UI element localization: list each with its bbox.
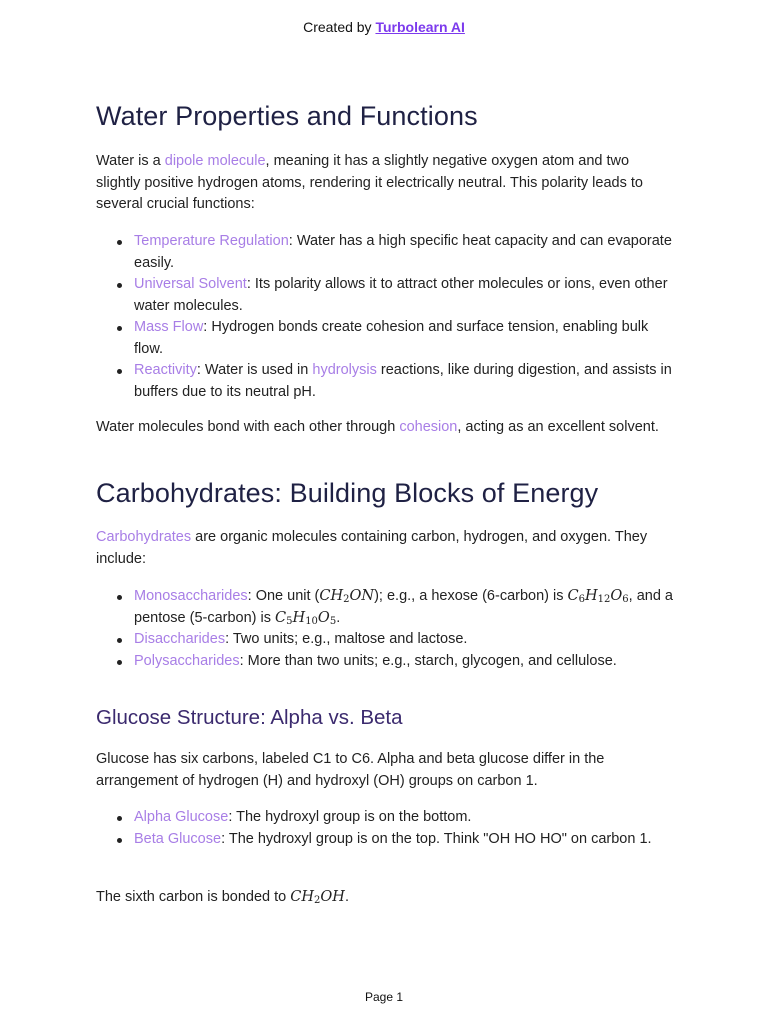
list-item: Reactivity: Water is used in hydrolysis reactions, like during digestion, and assists in buffers due to its neutral pH. xyxy=(96,360,676,403)
term-cohesion: cohesion xyxy=(399,419,458,435)
list-item: Mass Flow: Hydrogen bonds create cohesion and surface tension, enabling bulk flow. xyxy=(96,317,676,360)
formula-pentose: $C_5H_{10}O_5$ xyxy=(275,609,337,627)
list-item: Universal Solvent: Its polarity allows it to attract other molecules or ions, even other water molecules. xyxy=(96,274,676,317)
water-closing: Water molecules bond with each other through cohesion, acting as an excellent solvent. xyxy=(96,419,659,435)
formula-ch2oh: $CH_2OH$ xyxy=(290,889,345,906)
list-item: Polysaccharides: More than two units; e.g., starch, glycogen, and cellulose. xyxy=(96,651,676,673)
formula-hexose: $C_6H_{12}O_6$ xyxy=(567,588,629,605)
glucose-types-list xyxy=(96,807,676,850)
header-prefix: Created by xyxy=(303,19,376,35)
carbs-types-list xyxy=(96,586,676,672)
turbolearn-link[interactable]: Turbolearn AI xyxy=(375,19,465,35)
carbs-heading: Carbohydrates: Building Blocks of Energy xyxy=(96,478,599,508)
water-heading: Water Properties and Functions xyxy=(96,101,478,131)
water-functions-list xyxy=(96,231,676,403)
glucose-intro: Glucose has six carbons, labeled C1 to C6. Alpha and beta glucose differ in the arrangement of hydrogen (H) and hydroxyl (OH) groups on carbon 1. xyxy=(96,751,605,789)
formula-ch2on: $CH_2ON$ xyxy=(319,588,375,605)
list-item: Monosaccharides: One unit $(CH_2ON)$; e.g., a hexose (6-carbon) is $C_6H_{12}O_6$, and a pentose (5-carbon) is $C_5H_{10}O_5$. xyxy=(96,586,676,629)
list-item: Temperature Regulation: Water has a high specific heat capacity and can evaporate easily. xyxy=(96,231,676,274)
glucose-closing: The sixth carbon is bonded to $CH_2OH$. xyxy=(96,889,349,906)
glucose-heading: Glucose Structure: Alpha vs. Beta xyxy=(96,706,403,729)
list-item: Disaccharides: Two units; e.g., maltose and lactose. xyxy=(96,629,676,651)
list-item: Beta Glucose: The hydroxyl group is on the top. Think "OH HO HO" on carbon 1. xyxy=(96,829,676,851)
carbs-intro: Carbohydrates are organic molecules containing carbon, hydrogen, and oxygen. They include: xyxy=(96,529,648,567)
page-number: Page 1 xyxy=(364,990,404,1004)
list-item: Alpha Glucose: The hydroxyl group is on the bottom. xyxy=(96,807,676,829)
term-carbohydrates: Carbohydrates xyxy=(96,529,192,545)
water-intro: Water is a dipole molecule, meaning it has a slightly negative oxygen atom and two slightly positive hydrogen atoms, rendering it electrically neutral. This polarity leads to several crucial functions: xyxy=(96,153,643,212)
term-dipole-molecule: dipole molecule xyxy=(164,153,266,169)
page-header xyxy=(0,19,768,35)
